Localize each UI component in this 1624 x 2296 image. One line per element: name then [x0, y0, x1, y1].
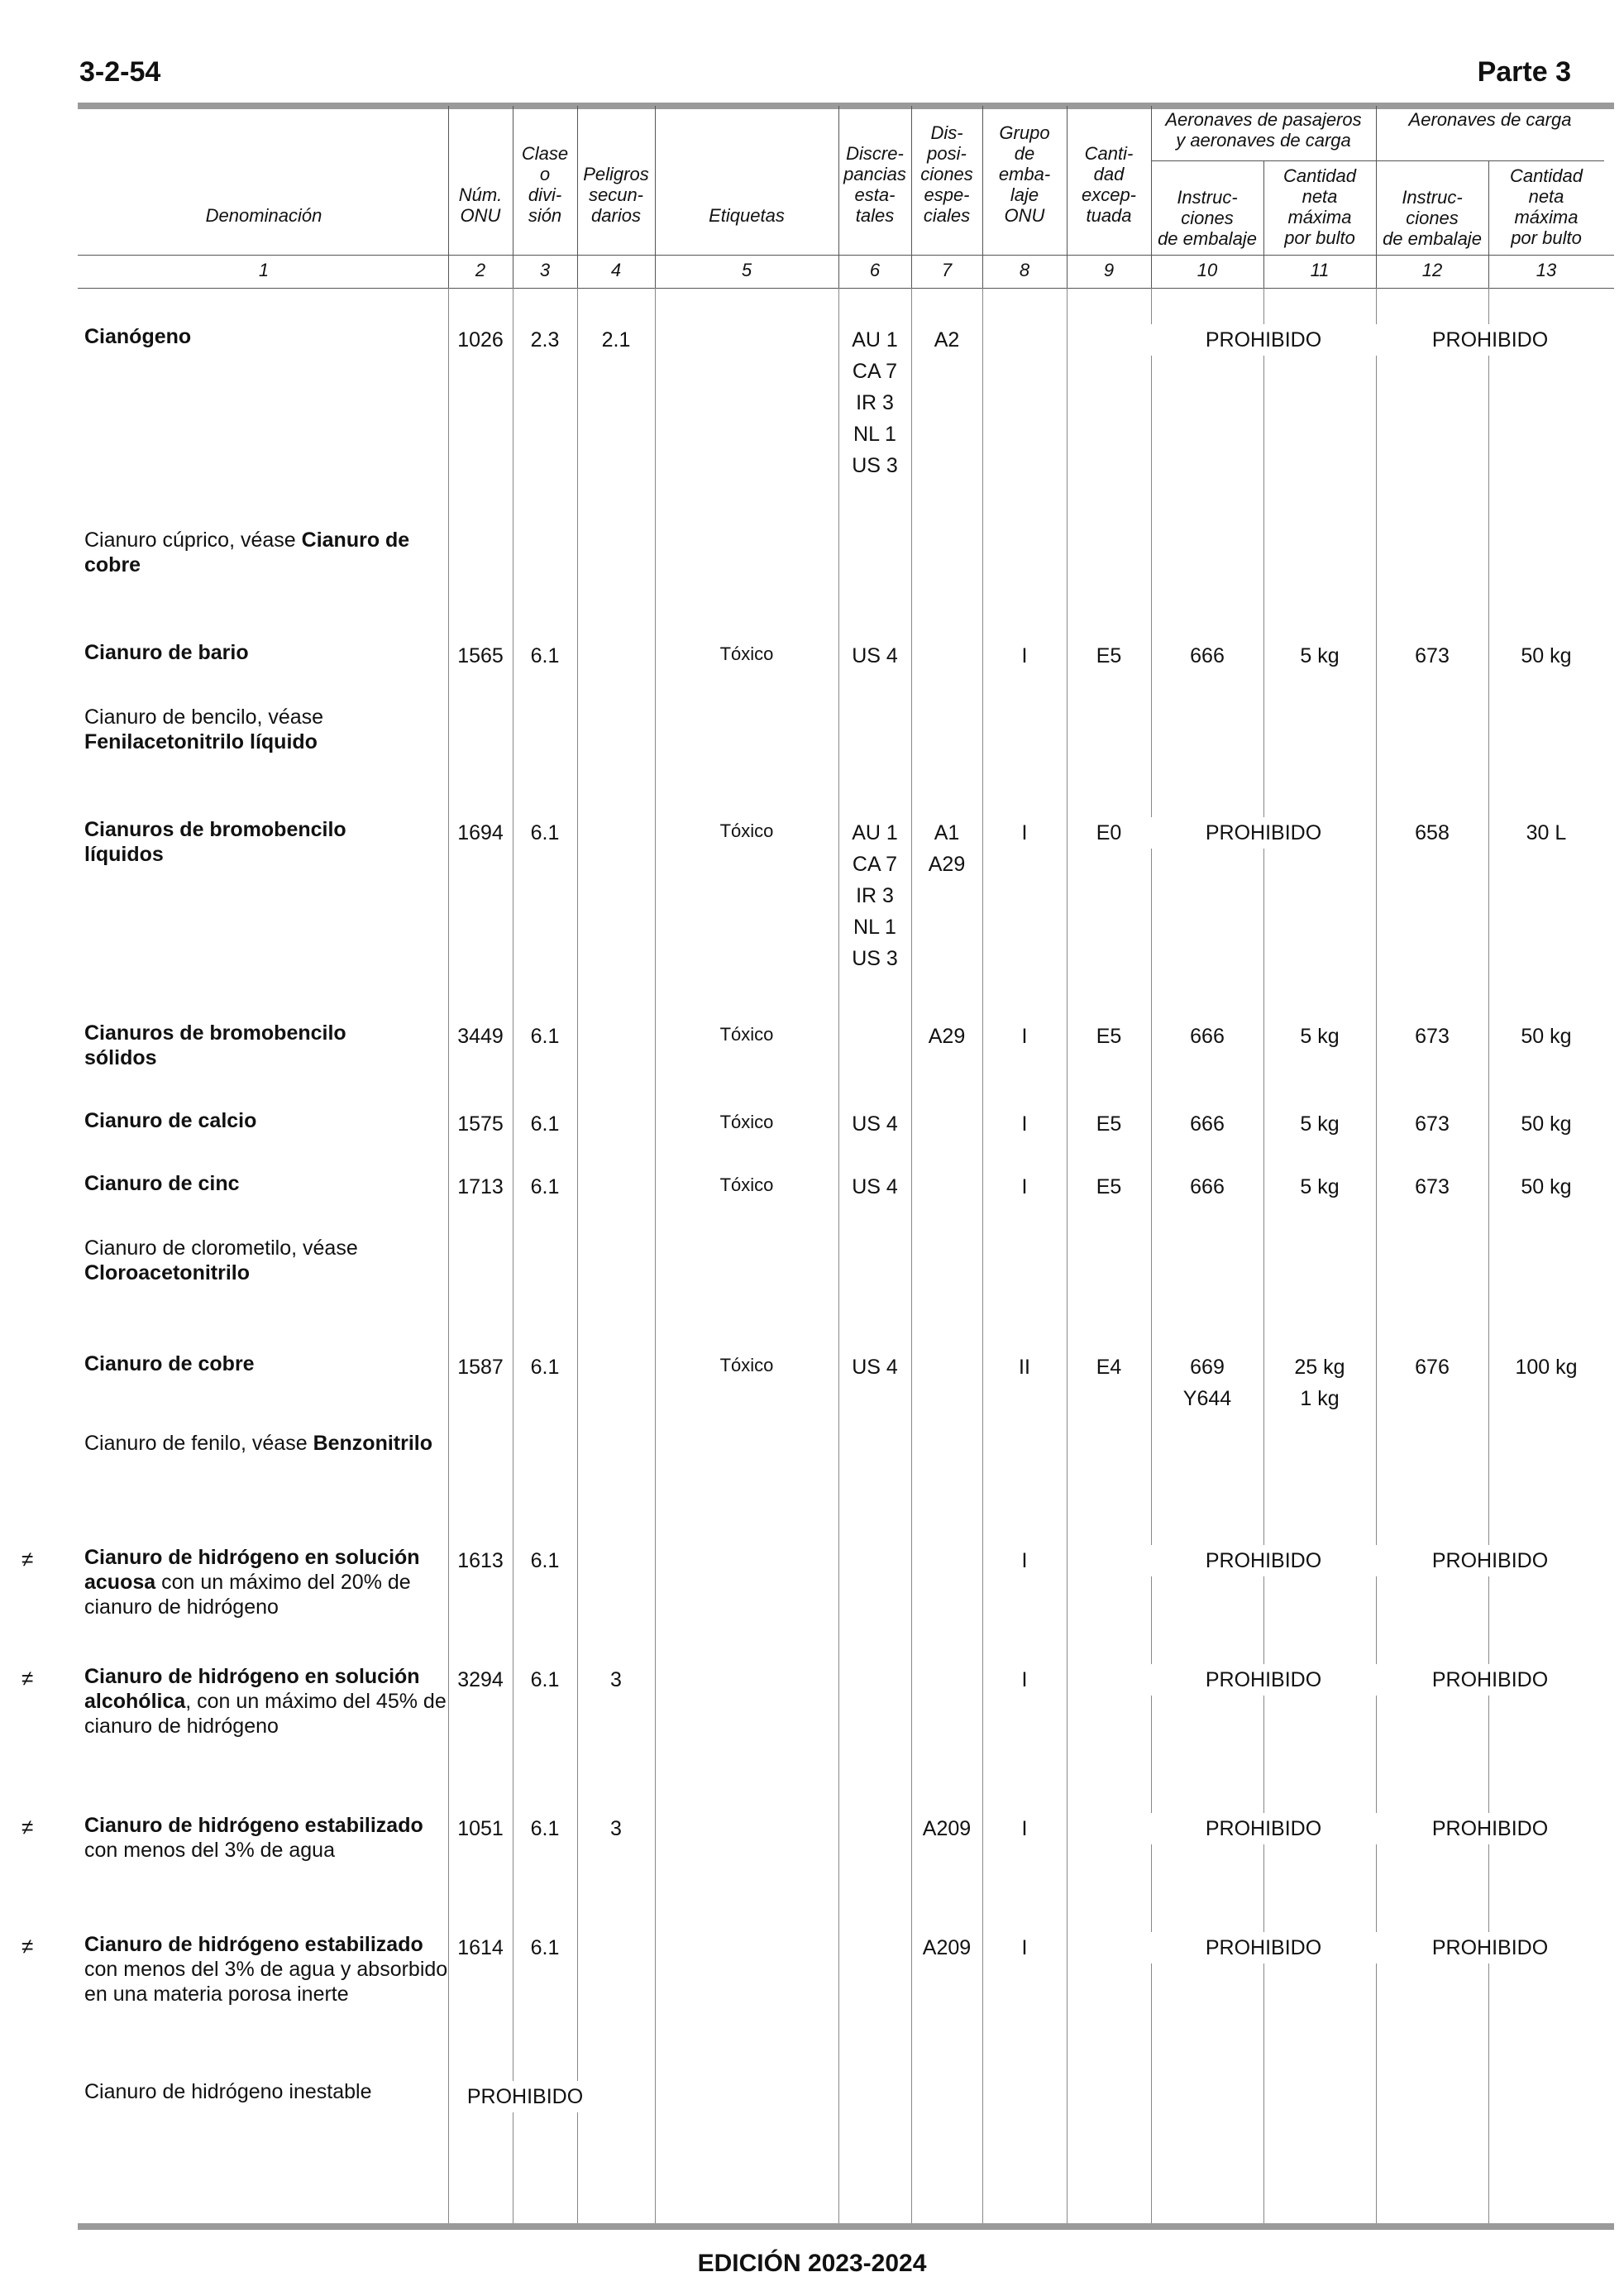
cell-cantidad-pas: 5 kg [1300, 644, 1340, 667]
cell-grupo: I [1021, 1175, 1028, 1198]
cell-exceptuada: E5 [1096, 1175, 1122, 1198]
cell-etiquetas: Tóxico [719, 1112, 774, 1132]
cell-onu: 1026 [457, 328, 504, 352]
cell-onu: 1694 [457, 821, 504, 844]
page-number: 3-2-54 [79, 56, 161, 88]
cell-carga-prohibido: PROHIBIDO [1376, 1545, 1604, 1576]
column-number: 9 [1103, 260, 1115, 280]
header-clase: Clase o divi- sión [521, 143, 569, 226]
row-name: Cianuros de bromobencilo líquidos [84, 818, 346, 866]
cell-instrucciones-car: 673 [1415, 1025, 1450, 1048]
change-mark: ≠ [21, 1934, 34, 1959]
cell-discrepancias: AU 1 CA 7 IR 3 NL 1 US 3 [852, 328, 898, 477]
cell-discrepancias: US 4 [852, 644, 898, 667]
cell-grupo: I [1021, 644, 1028, 667]
header-cantidad-exceptuada: Canti- dad excep- tuada [1081, 143, 1137, 226]
cell-clase: 2.3 [530, 328, 560, 352]
cell-onu: 3294 [457, 1668, 504, 1691]
cell-grupo: I [1021, 1817, 1028, 1840]
cell-clase: 6.1 [530, 1356, 560, 1379]
cell-grupo: I [1021, 1549, 1028, 1572]
header-disposiciones: Dis- posi- ciones espe- ciales [920, 122, 973, 226]
header-instrucciones-pas: Instruc- ciones de embalaje [1158, 187, 1257, 249]
cell-discrepancias: US 4 [852, 1356, 898, 1379]
cell-grupo: I [1021, 1112, 1028, 1136]
column-number: 5 [741, 260, 752, 280]
cell-discrepancias: US 4 [852, 1112, 898, 1136]
cell-grupo: II [1019, 1356, 1030, 1379]
header-num-onu: Núm. ONU [458, 184, 503, 226]
row-name: Cianuro de fenilo, véase Benzonitrilo [84, 1432, 432, 1455]
row-name: Cianuro de cobre [84, 1352, 255, 1375]
cell-pasajeros-prohibido: PROHIBIDO [1151, 817, 1376, 849]
cell-carga-prohibido: PROHIBIDO [1376, 1932, 1604, 1964]
cell-pasajeros-prohibido: PROHIBIDO [1151, 1932, 1376, 1964]
cell-exceptuada: E0 [1096, 821, 1122, 844]
row-name: Cianuro de hidrógeno estabilizado con menos del 3% de agua [84, 1814, 423, 1862]
cell-cantidad-car: 50 kg [1521, 644, 1572, 667]
change-mark: ≠ [21, 1547, 34, 1571]
cell-instrucciones-car: 658 [1415, 821, 1450, 844]
row-name: Cianuro de clorometilo, véase Cloroacetonitrilo [84, 1236, 358, 1284]
cell-etiquetas: Tóxico [719, 1355, 774, 1375]
change-mark: ≠ [21, 1815, 34, 1839]
cell-cantidad-car: 50 kg [1521, 1112, 1572, 1136]
cell-instrucciones-car: 673 [1415, 644, 1450, 667]
cell-instrucciones-car: 676 [1415, 1356, 1450, 1379]
cell-clase: 6.1 [530, 1025, 560, 1048]
cell-carga-prohibido: PROHIBIDO [1376, 1664, 1604, 1696]
cell-pasajeros-prohibido: PROHIBIDO [1151, 1545, 1376, 1576]
cell-carga-prohibido: PROHIBIDO [1376, 1813, 1604, 1844]
cell-peligros: 3 [610, 1668, 622, 1691]
row-name: Cianuro de calcio [84, 1109, 257, 1132]
cell-onu: 3449 [457, 1025, 504, 1048]
cell-cantidad-pas: 5 kg [1300, 1025, 1340, 1048]
cell-clase: 6.1 [530, 1175, 560, 1198]
cell-instrucciones-pas: 669 Y644 [1182, 1356, 1232, 1410]
cell-grupo: I [1021, 1936, 1028, 1959]
cell-cantidad-car: 50 kg [1521, 1025, 1572, 1048]
row-name: Cianuro de bencilo, véase Fenilacetonitrilo líquido [84, 706, 324, 753]
cell-pasajeros-prohibido: PROHIBIDO [1151, 324, 1376, 356]
header-aeronaves-carga: Aeronaves de carga [1408, 109, 1572, 130]
header-etiquetas: Etiquetas [709, 205, 785, 226]
cell-cantidad-car: 50 kg [1521, 1175, 1572, 1198]
cell-cantidad-pas: 5 kg [1300, 1112, 1340, 1136]
row-name: Cianuro de hidrógeno inestable [84, 2080, 372, 2103]
cell-cantidad-car: 100 kg [1515, 1356, 1578, 1379]
header-cantidad-car: Cantidad neta máxima por bulto [1509, 165, 1583, 248]
row-name: Cianógeno [84, 325, 192, 348]
header-denominacion: Denominación [205, 205, 322, 226]
cell-exceptuada: E4 [1096, 1356, 1122, 1379]
edition-footer: EDICIÓN 2023-2024 [697, 2250, 927, 2277]
cell-disposiciones: A2 [934, 328, 960, 352]
cell-onu: 1614 [457, 1936, 504, 1959]
header-grupo: Grupo de emba- laje ONU [998, 122, 1051, 226]
cell-carga-prohibido: PROHIBIDO [1376, 324, 1604, 356]
column-number: 13 [1536, 260, 1557, 280]
column-number: 7 [941, 260, 953, 280]
column-number: 4 [610, 260, 622, 280]
cell-etiquetas: Tóxico [719, 1174, 774, 1195]
cell-clase: 6.1 [530, 821, 560, 844]
cell-disposiciones: A1 A29 [928, 821, 966, 876]
header-aeronaves-pasajeros: Aeronaves de pasajeros y aeronaves de carga [1165, 109, 1362, 151]
cell-peligros: 2.1 [601, 328, 631, 352]
cell-disposiciones: A29 [928, 1025, 966, 1048]
bottom-rule [78, 2223, 1614, 2230]
change-mark: ≠ [21, 1666, 34, 1691]
cell-clase: 6.1 [530, 1936, 560, 1959]
column-number: 2 [475, 260, 486, 280]
cell-grupo: I [1021, 1668, 1028, 1691]
cell-grupo: I [1021, 821, 1028, 844]
cell-onu: 1565 [457, 644, 504, 667]
header-cantidad-pas: Cantidad neta máxima por bulto [1282, 165, 1357, 248]
cell-clase: 6.1 [530, 1112, 560, 1136]
cell-exceptuada: E5 [1096, 1025, 1122, 1048]
header-peligros: Peligros secun- darios [583, 164, 649, 226]
row-name: Cianuro de hidrógeno en solución alcohólica, con un máximo del 45% de cianuro de hidrógeno [84, 1665, 447, 1738]
row-name: Cianuro de hidrógeno en solución acuosa con un máximo del 20% de cianuro de hidrógeno [84, 1546, 420, 1619]
cell-onu: 1575 [457, 1112, 504, 1136]
cell-clase: 6.1 [530, 1549, 560, 1572]
top-rule [78, 103, 1614, 109]
column-number: 10 [1197, 260, 1218, 280]
cell-cantidad-pas: 5 kg [1300, 1175, 1340, 1198]
cell-grupo: I [1021, 1025, 1028, 1048]
column-number: 11 [1310, 260, 1330, 280]
cell-onu: 1587 [457, 1356, 504, 1379]
cell-instrucciones-car: 673 [1415, 1112, 1450, 1136]
cell-disposiciones: A209 [922, 1936, 972, 1959]
cell-instrucciones-pas: 666 [1190, 1112, 1225, 1136]
cell-instrucciones-pas: 666 [1190, 1175, 1225, 1198]
cell-onu: 1713 [457, 1175, 504, 1198]
row-name: Cianuro cúprico, véase Cianuro de cobre [84, 529, 410, 576]
row-name: Cianuro de hidrógeno estabilizado con menos del 3% de agua y absorbido en una materia porosa inerte [84, 1933, 448, 2006]
column-number: 3 [539, 260, 551, 280]
cell-instrucciones-car: 673 [1415, 1175, 1450, 1198]
cell-discrepancias: US 4 [852, 1175, 898, 1198]
cell-etiquetas: Tóxico [719, 643, 774, 664]
cell-clase: 6.1 [530, 644, 560, 667]
cell-discrepancias: AU 1 CA 7 IR 3 NL 1 US 3 [852, 821, 898, 970]
cell-row-prohibido: PROHIBIDO [450, 2081, 600, 2112]
cell-cantidad-pas: 25 kg 1 kg [1294, 1356, 1345, 1410]
cell-onu: 1051 [457, 1817, 504, 1840]
cell-disposiciones: A209 [922, 1817, 972, 1840]
column-number: 8 [1019, 260, 1030, 280]
part-label: Parte 3 [1477, 56, 1571, 88]
header-discrepancias: Discre- pancias esta- tales [843, 143, 906, 226]
cell-exceptuada: E5 [1096, 1112, 1122, 1136]
row-name: Cianuros de bromobencilo sólidos [84, 1021, 346, 1069]
row-name: Cianuro de cinc [84, 1172, 240, 1195]
cell-exceptuada: E5 [1096, 644, 1122, 667]
cell-pasajeros-prohibido: PROHIBIDO [1151, 1664, 1376, 1696]
column-number: 6 [869, 260, 881, 280]
cell-onu: 1613 [457, 1549, 504, 1572]
column-number: 1 [258, 260, 270, 280]
cell-cantidad-car: 30 L [1526, 821, 1567, 844]
cell-pasajeros-prohibido: PROHIBIDO [1151, 1813, 1376, 1844]
cell-peligros: 3 [610, 1817, 622, 1840]
header-instrucciones-car: Instruc- ciones de embalaje [1383, 187, 1482, 249]
cell-etiquetas: Tóxico [719, 820, 774, 841]
cell-clase: 6.1 [530, 1817, 560, 1840]
cell-instrucciones-pas: 666 [1190, 1025, 1225, 1048]
cell-instrucciones-pas: 666 [1190, 644, 1225, 667]
row-name: Cianuro de bario [84, 641, 249, 664]
column-number: 12 [1421, 260, 1443, 280]
cell-clase: 6.1 [530, 1668, 560, 1691]
cell-etiquetas: Tóxico [719, 1024, 774, 1045]
